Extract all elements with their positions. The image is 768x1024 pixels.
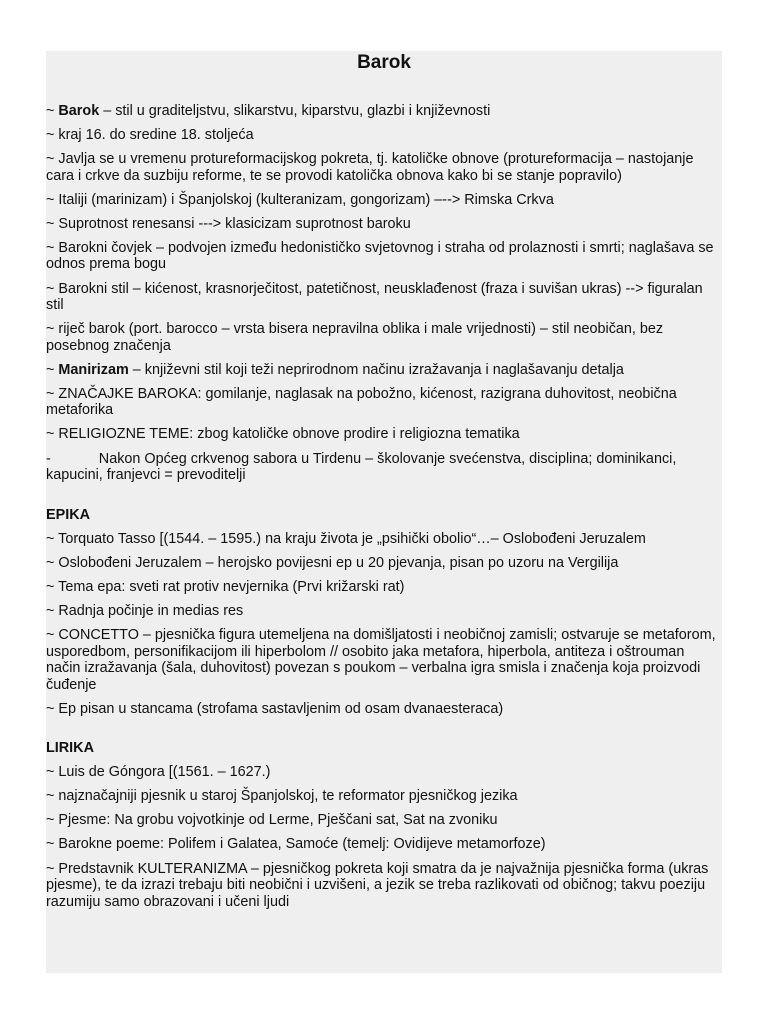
lirika-section [46, 764, 722, 910]
epika-paragraph: ~ Ep pisan u stancama (strofama sastavljenim od osam dvanaesteraca) [46, 700, 504, 717]
lirika-paragraph: ~ najznačajniji pjesnik u staroj Španjolskoj, te reformator pjesničkog jezika [46, 788, 518, 805]
bold-term: Manirizam [58, 361, 129, 378]
lirika-paragraph: ~ Predstavnik KULTERANIZMA – pjesničkog pokreta koji smatra da je najvažnija pjesnička forma (ukras pjesme), te da izrazi trebaju biti neobični i uzvišeni, a jezik se treba razlikovati od običnog; takvu poeziju razumiju samo obrazovani i učeni ljudi [46, 860, 709, 910]
bold-term: Barok [58, 103, 100, 119]
intro-paragraph: ~ RELIGIOZNE TEME: zbog katoličke obnove prodire i religiozna tematika [46, 426, 520, 443]
epika-paragraph: ~ Oslobođeni Jeruzalem – herojsko povijesni ep u 20 pjevanja, pisan po uzoru na Vergilija [46, 554, 619, 571]
section-heading-lirika: LIRIKA [46, 740, 94, 757]
document-page [46, 51, 722, 973]
epika-paragraph: ~ Torquato Tasso [(1544. – 1595.) na kraju života je „psihički obolio“…– Oslobođeni Jeruzalem [46, 530, 646, 547]
bullet-paragraph [46, 451, 722, 484]
intro-section [46, 103, 722, 443]
lirika-paragraph: ~ Barokne poeme: Polifem i Galatea, Samoće (temelj: Ovidijeve metamorfoze) [46, 836, 546, 853]
intro-paragraph: ~ riječ barok (port. barocco – vrsta bisera nepravilna oblika i male vrijednosti) – stil neobičan, bez posebnog značenja [46, 321, 664, 354]
lirika-paragraph: ~ Luis de Góngora [(1561. – 1627.) [46, 764, 271, 781]
section-heading-epika: EPIKA [46, 506, 90, 523]
intro-paragraph: ~ Manirizam – književni stil koji teži neprirodnom načinu izražavanja i naglašavanju detalja [46, 361, 624, 378]
epika-paragraph: ~ Tema epa: sveti rat protiv nevjernika (Prvi križarski rat) [46, 578, 405, 595]
epika-section [46, 531, 722, 717]
intro-paragraph: ~ Barokni stil – kićenost, krasnorječitost, patetičnost, neusklađenost (fraza i suvišan ukras) --> figuralan stil [46, 280, 703, 314]
epika-paragraph: ~ Radnja počinje in medias res [46, 602, 244, 619]
bullet-marker: - [46, 450, 51, 467]
intro-paragraph: ~ Suprotnost renesansi ---> klasicizam suprotnost baroku [46, 215, 411, 232]
bullet-text: Nakon Općeg crkvenog sabora u Tirdenu – školovanje svećenstva, disciplina; dominikanci, kapucini, franjevci = prevoditelji [46, 450, 677, 484]
intro-paragraph: ~ Italiji (marinizam) i Španjolskoj (kulteranizam, gongorizam) –--> Rimska Crkva [46, 191, 554, 208]
lirika-paragraph: ~ Pjesme: Na grobu vojvotkinje od Lerme, Pješčani sat, Sat na zvoniku [46, 812, 498, 829]
intro-paragraph: ~ Barokni čovjek – podvojen između hedonističko svjetovnog i straha od prolaznosti i smrti; naglašava se odnos prema bogu [46, 239, 714, 273]
intro-paragraph: ~ Barok – stil u graditeljstvu, slikarstvu, kiparstvu, glazbi i književnosti [46, 103, 491, 119]
document-body [46, 103, 722, 918]
intro-paragraph: ~ kraj 16. do sredine 18. stoljeća [46, 127, 254, 144]
epika-paragraph: ~ CONCETTO – pjesnička figura utemeljena na domišljatosti i neobičnoj zamisli; ostvaruje se metaforom, usporedbom, personifikacijom ili hiperbolom // osobito jaka metafora, hiperbola, antiteza i oštrouman način izražavanja (šala, duhovitost) povezan s poukom – verbalna igra smisla i značenja koja proizvodi čuđenje [46, 627, 716, 693]
document-title: Barok [357, 52, 411, 73]
intro-paragraph: ~ Javlja se u vremenu protureformacijskog pokreta, tj. katoličke obnove (protureformacija – nastojanje cara i crkve da suzbiju reforme, te se provodi katolička obnova kako bi se stanje popravilo) [46, 151, 694, 184]
intro-paragraph: ~ ZNAČAJKE BAROKA: gomilanje, naglasak na pobožno, kićenost, razigrana duhovitost, neobična metaforika [46, 385, 677, 419]
